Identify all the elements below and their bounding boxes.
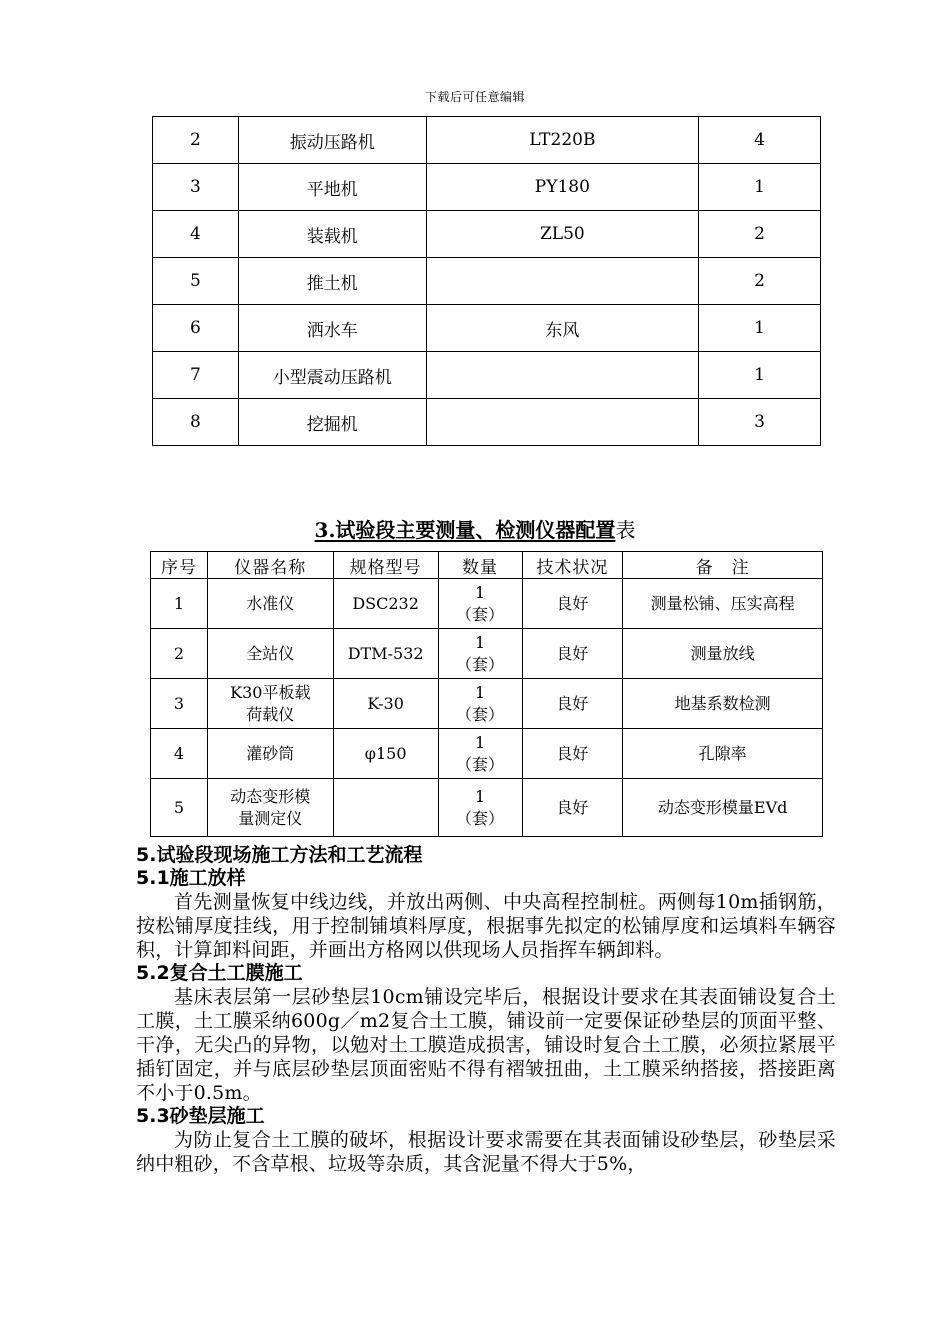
- table-row: [151, 729, 823, 779]
- table-row: [153, 399, 821, 446]
- cell-name: 灌砂筒: [207, 729, 333, 779]
- cell-note: 测量松铺、压实高程: [623, 579, 823, 629]
- header-watermark: 下载后可任意编辑: [424, 90, 525, 104]
- section-5-2-paragraph: 基床表层第一层砂垫层10cm铺设完毕后，根据设计要求在其表面铺设复合土工膜，土工膜采纳600g／m2复合土工膜，铺设前一定要保证砂垫层的顶面平整、干净，无尖凸的异物，以勉对土工膜造成损害，铺设时复合土工膜，必须拉紧展平插钉固定，并与底层砂垫层顶面密贴不得有褶皱扭曲，土工膜采纳搭接，搭接距离不小于0.5m。: [136, 986, 836, 1104]
- cell-name: 水准仪: [207, 579, 333, 629]
- cell-qty: 1: [699, 305, 821, 352]
- cell-model: PY180: [426, 164, 699, 211]
- cell-no: 4: [151, 729, 208, 779]
- cell-qty: 4: [699, 117, 821, 164]
- cell-no: 3: [151, 679, 208, 729]
- cell-name: 平地机: [238, 164, 426, 211]
- cell-name: 洒水车: [238, 305, 426, 352]
- section-5-3-heading: 5.3砂垫层施工: [136, 1105, 265, 1127]
- cell-model: DSC232: [333, 579, 438, 629]
- cell-qty: 2: [699, 258, 821, 305]
- cell-model: DTM-532: [333, 629, 438, 679]
- cell-model: K-30: [333, 679, 438, 729]
- name-line-2: 量测定仪: [238, 808, 303, 828]
- section-5-3-paragraph: 为防止复合土工膜的破坏，根据设计要求需要在其表面铺设砂垫层，砂垫层采纳中粗砂，不含草根、垃圾等杂质，其含泥量不得大于5%，: [136, 1129, 836, 1175]
- cell-qty: [438, 679, 522, 729]
- cell-no: 4: [153, 211, 239, 258]
- cell-name: 装载机: [238, 211, 426, 258]
- qty-unit: （套）: [456, 704, 505, 724]
- cell-qty: 1: [699, 352, 821, 399]
- cell-no: 2: [151, 629, 208, 679]
- cell-name: 小型震动压路机: [238, 352, 426, 399]
- cell-model: LT220B: [426, 117, 699, 164]
- cell-qty: [438, 579, 522, 629]
- qty-value: 1: [474, 582, 486, 602]
- table-row: [151, 579, 823, 629]
- section-5-2-heading: 5.2复合土工膜施工: [136, 962, 303, 984]
- cell-name: [207, 679, 333, 729]
- header-note: 备 注: [623, 552, 823, 579]
- cell-no: 1: [151, 579, 208, 629]
- table-header-row: [151, 552, 823, 579]
- section-5-heading: 5.试验段现场施工方法和工艺流程: [136, 844, 423, 866]
- qty-value: 1: [474, 682, 486, 702]
- cell-no: 7: [153, 352, 239, 399]
- table-row: [151, 779, 823, 837]
- name-line-2: 荷载仪: [246, 704, 295, 724]
- qty-unit: （套）: [456, 754, 505, 774]
- construction-section: [136, 843, 836, 1176]
- table-row: [153, 211, 821, 258]
- cell-note: 孔隙率: [623, 729, 823, 779]
- header-no: 序号: [151, 552, 208, 579]
- cell-model: φ150: [333, 729, 438, 779]
- qty-unit: （套）: [456, 808, 505, 828]
- cell-qty: 1: [699, 164, 821, 211]
- cell-model: [426, 399, 699, 446]
- section-5-1-paragraph: 首先测量恢复中线边线，并放出两侧、中央高程控制桩。两侧每10m插钢筋，按松铺厚度挂线，用于控制铺填料厚度，根据事先拟定的松铺厚度和运填料车辆容积，计算卸料间距，并画出方格网以供现场人员指挥车辆卸料。: [136, 891, 836, 961]
- cell-no: 5: [153, 258, 239, 305]
- table-row: [151, 679, 823, 729]
- cell-note: 动态变形模量EVd: [623, 779, 823, 837]
- cell-qty: [438, 629, 522, 679]
- instrument-title-suffix: 表: [615, 518, 636, 542]
- table-row: [153, 352, 821, 399]
- qty-value: 1: [474, 732, 486, 752]
- instrument-table-title: [0, 514, 950, 543]
- table-row: [153, 117, 821, 164]
- cell-model: [426, 352, 699, 399]
- section-5-1-heading: 5.1施工放样: [136, 867, 246, 889]
- cell-no: 3: [153, 164, 239, 211]
- equipment-table: [152, 116, 821, 446]
- cell-qty: [438, 779, 522, 837]
- cell-no: 5: [151, 779, 208, 837]
- cell-name: [207, 779, 333, 837]
- cell-status: 良好: [522, 579, 623, 629]
- header-status: 技术状况: [522, 552, 623, 579]
- cell-status: 良好: [522, 679, 623, 729]
- cell-no: 2: [153, 117, 239, 164]
- cell-name: 全站仪: [207, 629, 333, 679]
- header-model: 规格型号: [333, 552, 438, 579]
- qty-value: 1: [474, 786, 486, 806]
- header-qty: 数量: [438, 552, 522, 579]
- table-row: [153, 164, 821, 211]
- cell-model: 东风: [426, 305, 699, 352]
- cell-name: 推土机: [238, 258, 426, 305]
- cell-qty: 3: [699, 399, 821, 446]
- cell-qty: [438, 729, 522, 779]
- table-row: [151, 629, 823, 679]
- cell-model: [333, 779, 438, 837]
- cell-qty: 2: [699, 211, 821, 258]
- cell-no: 6: [153, 305, 239, 352]
- cell-status: 良好: [522, 629, 623, 679]
- qty-unit: （套）: [456, 604, 505, 624]
- cell-status: 良好: [522, 729, 623, 779]
- cell-name: 振动压路机: [238, 117, 426, 164]
- qty-unit: （套）: [456, 654, 505, 674]
- cell-note: 测量放线: [623, 629, 823, 679]
- table-row: [153, 305, 821, 352]
- cell-model: ZL50: [426, 211, 699, 258]
- instrument-title-main: 3.试验段主要测量、检测仪器配置: [314, 518, 616, 542]
- cell-model: [426, 258, 699, 305]
- cell-name: 挖掘机: [238, 399, 426, 446]
- instrument-table: [150, 551, 823, 837]
- cell-no: 8: [153, 399, 239, 446]
- header-name: 仪器名称: [207, 552, 333, 579]
- qty-value: 1: [474, 632, 486, 652]
- table-row: [153, 258, 821, 305]
- cell-note: 地基系数检测: [623, 679, 823, 729]
- name-line-1: 动态变形模: [230, 786, 311, 806]
- cell-status: 良好: [522, 779, 623, 837]
- name-line-1: K30平板载: [230, 682, 311, 702]
